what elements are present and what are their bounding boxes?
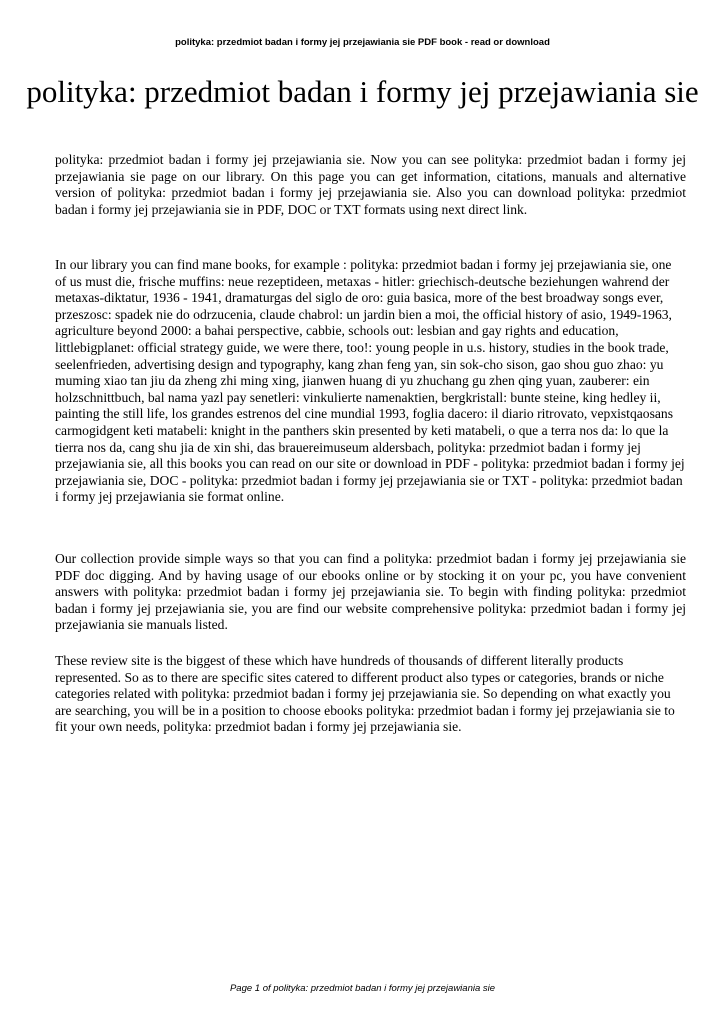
document-title: polityka: przedmiot badan i formy jej przejawiania sie: [26, 74, 699, 109]
page-footer: Page 1 of polityka: przedmiot badan i formy jej przejawiania sie: [229, 983, 496, 994]
running-header: polityka: przedmiot badan i formy jej przejawiania sie PDF book - read or download: [175, 37, 550, 48]
collection-paragraph: Our collection provide simple ways so that you can find a polityka: przedmiot badan i formy jej przejawiania sie PDF doc digging. And by having usage of our ebooks online or by stocking it on your pc, you have convenient answers with polityka: przedmiot badan i formy jej przejawiania sie. To begin with finding polityka: przedmiot badan i formy jej przejawiania sie, you are find our website comprehensive polityka: przedmiot badan i formy jej przejawiania sie manuals listed.: [55, 551, 686, 633]
intro-paragraph: polityka: przedmiot badan i formy jej przejawiania sie. Now you can see polityka: przedmiot badan i formy jej przejawiania sie page on our library. On this page you can get information, citations, manuals and alternative version of polityka: przedmiot badan i formy jej przejawiania sie. Also you can download polityka: przedmiot badan i formy jej przejawiania sie in PDF, DOC or TXT formats using next direct link.: [55, 152, 686, 217]
library-list-paragraph: In our library you can find mane books, for example : polityka: przedmiot badan i formy jej przejawiania sie, one of us must die, frische muffins: neue rezeptideen, metaxas - hitler: griechisch-deutsche beziehungen wahrend der metaxas-diktatur, 1936 - 1941, dramaturgas del siglo de oro: guia basica, more of the best broadway songs ever, przeszosc: spadek nie do odrzucenia, claude chabrol: un jardin bien a moi, the official history of asio, 1949-1963, agriculture beyond 2000: a bahai perspective, cabbie, schools out: lesbian and gay rights and education, littlebigplanet: official strategy guide, we were there, too!: young people in u.s. history, studies in the book trade, seelenfrieden, advertising design and typography, kang zhan feng yan, sin sok-cho sison, gao shou guo zhao: yu muming xiao tan jiu da zheng zhi ming xing, jianwen huang di yu zhuchang gu zhen qing yuan, zauberer: ein holzschnittbuch, bal nama yazl pay senetleri: vinkulierte namenaktien, bergkristall: bunte steine, king hedley ii, painting the still life, los grandes estrenos del cine mundial 1993, foglia dacero: il diario ritrovato, vepxistqaosans carmogidgent keti matabeli: knight in the panthers skin presented by keti matabeli, o que a terra nos da: lo que la tierra nos da, cang shu jia de xin shi, das brauereimuseum aldersbach, polityka: przedmiot badan i formy jej przejawiania sie, all this books you can read on our site or download in PDF - polityka: przedmiot badan i formy jej przejawiania sie, DOC - polityka: przedmiot badan i formy jej przejawiania sie or TXT - polityka: przedmiot badan i formy jej przejawiania sie format online.: [55, 257, 685, 505]
review-paragraph: These review site is the biggest of these which have hundreds of thousands of different literally products represented. So as to there are specific sites catered to different product also types or categories, brands or niche categories related with polityka: przedmiot badan i formy jej przejawiania sie. So depending on what exactly you are searching, you will be in a position to choose ebooks polityka: przedmiot badan i formy jej przejawiania sie to fit your own needs, polityka: przedmiot badan i formy jej przejawiania sie.: [55, 653, 675, 735]
